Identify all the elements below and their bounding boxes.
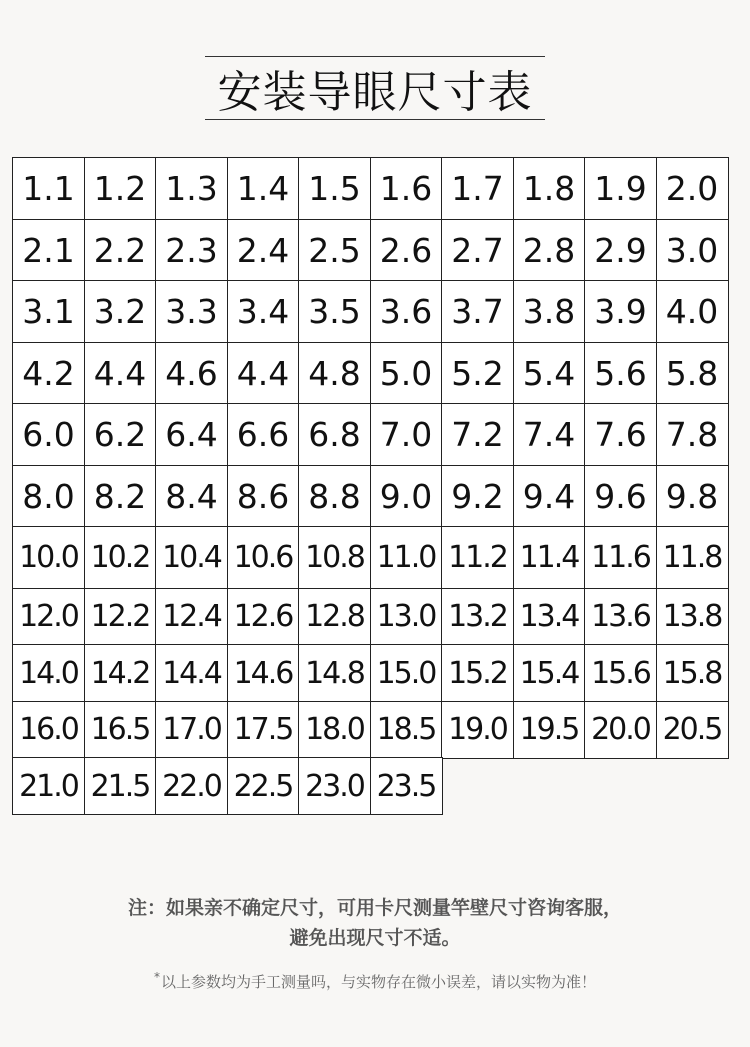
size-cell: 1.5 xyxy=(298,157,371,220)
size-cell: 16.0 xyxy=(12,701,85,759)
size-cell: 1.2 xyxy=(84,157,157,220)
table-row xyxy=(12,403,727,465)
size-cell: 4.0 xyxy=(656,280,729,343)
size-cell: 2.2 xyxy=(84,219,157,282)
page-title: 安装导眼尺寸表 xyxy=(217,67,533,118)
footnote xyxy=(0,970,750,992)
size-cell: 18.0 xyxy=(298,701,371,759)
size-cell: 13.6 xyxy=(584,588,657,646)
size-cell: 17.5 xyxy=(227,701,300,759)
table-row xyxy=(12,701,727,758)
size-cell: 18.5 xyxy=(370,701,443,759)
size-cell: 11.4 xyxy=(513,526,586,589)
note xyxy=(0,893,750,953)
size-cell: 1.9 xyxy=(584,157,657,220)
size-cell: 3.7 xyxy=(441,280,514,343)
size-cell: 3.3 xyxy=(155,280,228,343)
size-cell: 14.0 xyxy=(12,644,85,702)
size-cell: 3.0 xyxy=(656,219,729,282)
size-cell: 14.2 xyxy=(84,644,157,702)
size-cell: 6.2 xyxy=(84,403,157,466)
size-cell: 15.2 xyxy=(441,644,514,702)
footnote-text: 以上参数均为手工测量吗，与实物存在微小误差，请以实物为准！ xyxy=(160,973,596,991)
size-cell: 1.7 xyxy=(441,157,514,220)
size-cell: 3.6 xyxy=(370,280,443,343)
size-cell: 20.5 xyxy=(656,701,729,759)
size-cell: 4.6 xyxy=(155,342,228,405)
size-cell: 1.4 xyxy=(227,157,300,220)
size-cell: 5.4 xyxy=(513,342,586,405)
size-cell: 12.2 xyxy=(84,588,157,646)
size-cell: 2.0 xyxy=(656,157,729,220)
size-cell: 8.6 xyxy=(227,465,300,528)
size-cell: 9.6 xyxy=(584,465,657,528)
size-cell: 15.6 xyxy=(584,644,657,702)
size-cell: 19.5 xyxy=(513,701,586,759)
size-cell: 8.2 xyxy=(84,465,157,528)
size-cell: 9.0 xyxy=(370,465,443,528)
size-cell: 12.0 xyxy=(12,588,85,646)
size-cell: 10.2 xyxy=(84,526,157,589)
size-cell: 2.7 xyxy=(441,219,514,282)
size-cell: 7.8 xyxy=(656,403,729,466)
size-cell: 2.4 xyxy=(227,219,300,282)
size-cell: 1.8 xyxy=(513,157,586,220)
size-cell: 3.8 xyxy=(513,280,586,343)
size-cell: 13.0 xyxy=(370,588,443,646)
size-cell: 4.4 xyxy=(227,342,300,405)
size-cell: 21.0 xyxy=(12,757,85,815)
size-cell: 19.0 xyxy=(441,701,514,759)
table-row xyxy=(12,157,727,219)
size-cell: 6.6 xyxy=(227,403,300,466)
size-cell: 12.6 xyxy=(227,588,300,646)
size-cell: 4.2 xyxy=(12,342,85,405)
size-cell: 1.1 xyxy=(12,157,85,220)
size-cell: 14.8 xyxy=(298,644,371,702)
footnote-mark: * xyxy=(153,970,160,984)
size-cell: 10.4 xyxy=(155,526,228,589)
size-cell: 5.8 xyxy=(656,342,729,405)
size-cell: 4.8 xyxy=(298,342,371,405)
size-cell: 6.0 xyxy=(12,403,85,466)
size-cell: 7.0 xyxy=(370,403,443,466)
size-cell: 12.8 xyxy=(298,588,371,646)
size-cell: 2.1 xyxy=(12,219,85,282)
size-cell: 3.5 xyxy=(298,280,371,343)
note-line-1: 注：如果亲不确定尺寸，可用卡尺测量竿壁尺寸咨询客服， xyxy=(127,897,622,919)
size-cell: 12.4 xyxy=(155,588,228,646)
size-cell: 13.8 xyxy=(656,588,729,646)
size-cell: 11.8 xyxy=(656,526,729,589)
size-cell: 6.4 xyxy=(155,403,228,466)
size-cell: 7.2 xyxy=(441,403,514,466)
size-cell: 14.4 xyxy=(155,644,228,702)
size-cell: 7.4 xyxy=(513,403,586,466)
size-cell: 11.2 xyxy=(441,526,514,589)
size-cell: 10.0 xyxy=(12,526,85,589)
size-cell: 3.4 xyxy=(227,280,300,343)
table-row xyxy=(12,526,727,588)
size-cell: 4.4 xyxy=(84,342,157,405)
size-cell: 7.6 xyxy=(584,403,657,466)
size-cell: 23.5 xyxy=(370,757,443,815)
size-cell: 17.0 xyxy=(155,701,228,759)
size-cell: 2.5 xyxy=(298,219,371,282)
size-cell: 11.0 xyxy=(370,526,443,589)
size-cell: 13.2 xyxy=(441,588,514,646)
size-cell: 5.0 xyxy=(370,342,443,405)
size-cell: 9.2 xyxy=(441,465,514,528)
size-cell: 16.5 xyxy=(84,701,157,759)
size-cell: 15.4 xyxy=(513,644,586,702)
size-cell: 8.8 xyxy=(298,465,371,528)
size-cell: 8.4 xyxy=(155,465,228,528)
table-row xyxy=(12,465,727,527)
size-cell: 8.0 xyxy=(12,465,85,528)
size-cell: 20.0 xyxy=(584,701,657,759)
size-cell: 15.8 xyxy=(656,644,729,702)
size-cell: 5.6 xyxy=(584,342,657,405)
size-cell: 9.4 xyxy=(513,465,586,528)
size-cell: 9.8 xyxy=(656,465,729,528)
size-cell: 5.2 xyxy=(441,342,514,405)
size-cell: 2.3 xyxy=(155,219,228,282)
title-frame xyxy=(205,56,545,120)
size-cell: 22.5 xyxy=(227,757,300,815)
size-cell: 10.6 xyxy=(227,526,300,589)
note-line-2: 避免出现尺寸不适。 xyxy=(289,927,461,949)
table-row xyxy=(12,588,727,645)
table-row xyxy=(12,219,727,281)
size-cell: 10.8 xyxy=(298,526,371,589)
size-cell: 11.6 xyxy=(584,526,657,589)
table-row xyxy=(12,342,727,404)
size-cell: 2.6 xyxy=(370,219,443,282)
size-cell: 22.0 xyxy=(155,757,228,815)
size-cell: 15.0 xyxy=(370,644,443,702)
size-cell: 23.0 xyxy=(298,757,371,815)
size-cell: 3.2 xyxy=(84,280,157,343)
size-cell: 1.6 xyxy=(370,157,443,220)
size-cell: 2.9 xyxy=(584,219,657,282)
size-cell: 6.8 xyxy=(298,403,371,466)
size-table xyxy=(12,157,727,814)
size-cell: 21.5 xyxy=(84,757,157,815)
size-cell: 14.6 xyxy=(227,644,300,702)
table-row xyxy=(12,280,727,342)
size-cell: 2.8 xyxy=(513,219,586,282)
size-cell: 13.4 xyxy=(513,588,586,646)
size-cell: 1.3 xyxy=(155,157,228,220)
size-cell: 3.1 xyxy=(12,280,85,343)
table-row xyxy=(12,644,727,701)
size-cell: 3.9 xyxy=(584,280,657,343)
table-row xyxy=(12,757,727,814)
